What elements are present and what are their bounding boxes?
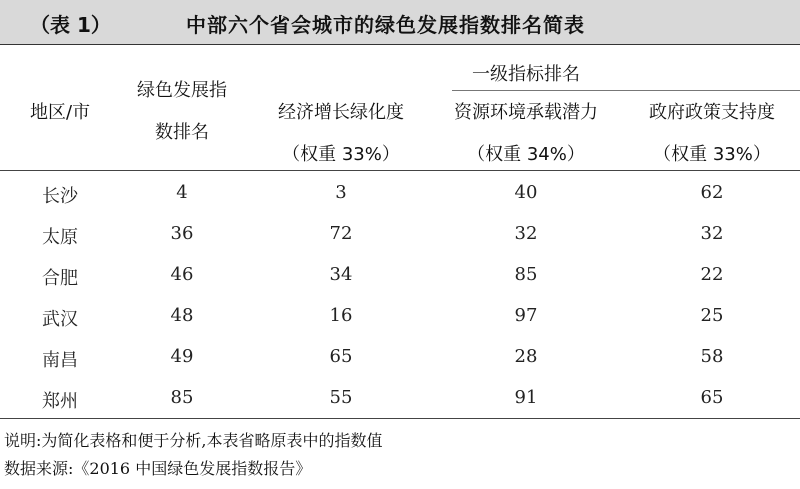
cell-green-index: 49 bbox=[170, 346, 194, 367]
cell-region: 长沙 bbox=[42, 186, 78, 207]
header-region: 地区/市 bbox=[30, 102, 91, 123]
header-economic-weight: （权重 33%） bbox=[282, 144, 400, 165]
cell-region: 合肥 bbox=[42, 268, 78, 289]
cell-resource: 40 bbox=[514, 182, 538, 203]
cell-policy: 65 bbox=[700, 387, 724, 408]
source-note: 数据来源:《2016 中国绿色发展指数报告》 bbox=[4, 459, 312, 478]
cell-economic: 3 bbox=[335, 182, 347, 203]
explanation-note: 说明:为简化表格和便于分析,本表省略原表中的指数值 bbox=[4, 431, 383, 450]
cell-policy: 58 bbox=[700, 346, 724, 367]
table-title: 中部六个省会城市的绿色发展指数排名简表 bbox=[186, 13, 585, 37]
cell-economic: 34 bbox=[329, 264, 353, 285]
cell-green-index: 4 bbox=[176, 182, 188, 203]
cell-economic: 55 bbox=[329, 387, 353, 408]
cell-policy: 62 bbox=[700, 182, 724, 203]
header-green-index-line2: 数排名 bbox=[155, 122, 209, 143]
cell-policy: 22 bbox=[700, 264, 724, 285]
table-label: （表 1） bbox=[30, 13, 111, 37]
table-bottom-rule bbox=[0, 418, 800, 419]
cell-green-index: 48 bbox=[170, 305, 194, 326]
group-divider bbox=[452, 90, 800, 91]
cell-economic: 72 bbox=[329, 223, 353, 244]
cell-region: 南昌 bbox=[42, 350, 78, 371]
header-bottom-rule bbox=[0, 170, 800, 171]
header-resource-weight: （权重 34%） bbox=[467, 144, 585, 165]
cell-green-index: 36 bbox=[170, 223, 194, 244]
cell-region: 郑州 bbox=[42, 391, 78, 412]
cell-economic: 65 bbox=[329, 346, 353, 367]
cell-resource: 85 bbox=[514, 264, 538, 285]
header-policy-weight: （权重 33%） bbox=[653, 144, 771, 165]
title-bar bbox=[0, 0, 800, 45]
header-group-primary-indicators: 一级指标排名 bbox=[472, 64, 580, 85]
cell-resource: 91 bbox=[514, 387, 538, 408]
header-policy: 政府政策支持度 bbox=[649, 102, 775, 123]
cell-resource: 28 bbox=[514, 346, 538, 367]
header-green-index-line1: 绿色发展指 bbox=[137, 80, 227, 101]
cell-economic: 16 bbox=[329, 305, 353, 326]
header-economic: 经济增长绿化度 bbox=[278, 102, 404, 123]
cell-policy: 32 bbox=[700, 223, 724, 244]
cell-resource: 97 bbox=[514, 305, 538, 326]
cell-region: 武汉 bbox=[42, 309, 78, 330]
cell-policy: 25 bbox=[700, 305, 724, 326]
header-resource: 资源环境承载潜力 bbox=[454, 102, 598, 123]
cell-green-index: 85 bbox=[170, 387, 194, 408]
cell-region: 太原 bbox=[42, 227, 78, 248]
cell-green-index: 46 bbox=[170, 264, 194, 285]
cell-resource: 32 bbox=[514, 223, 538, 244]
